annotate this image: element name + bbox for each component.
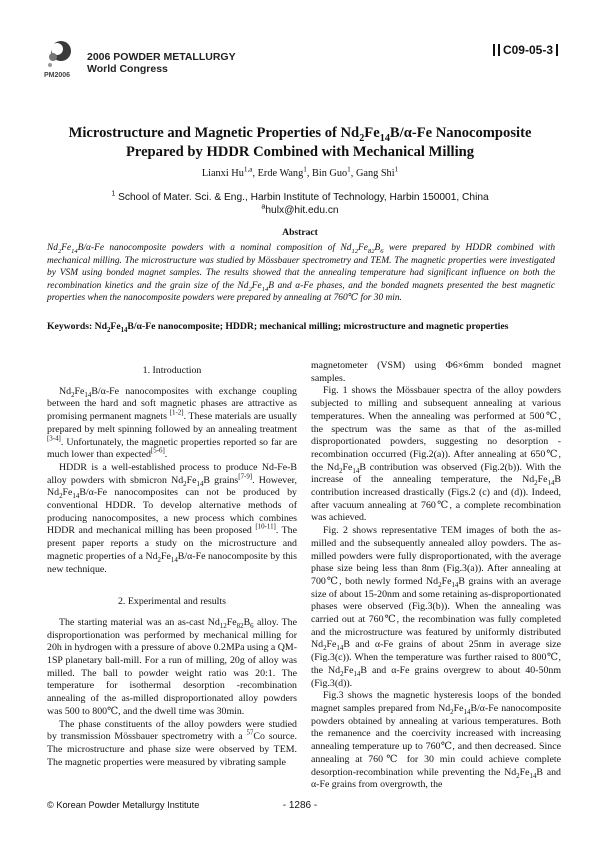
paragraph: Fig. 2 shows representative TEM images of both the as-milled and the subsequently annealed alloy powders. The as-milled powders were fully disproportionated, with the average phase size being less than 8nm (Fig.3(a)). After annealing at 700℃, both newly formed $Nd_2Fe_{14}B$ grains with an average size of about 15-20nm and some retaining as-disproportionated phases were observed (Fig.3(b)). When the annealing was carried out at 760℃, the recombination was fully completed and the microstructure was featured by uniformly distributed $Nd_2Fe_{14}B$ and α-Fe grains of about 25nm in average size (Fig.3(c)). When the temperature was further raised to 800℃, the $Nd_2Fe_{14}B$ and α-Fe grains overgrew to about 40-50nm (Fig.3(d)). [311, 525, 561, 689]
paragraph: Fig.3 shows the magnetic hysteresis loops of the bonded magnet samples prepared from $Nd_2Fe_{14}B/\alpha-Fe$ nanocomposite powders obtained by annealing at various temperatures. Both the remanence and the coercivity increased with increasing annealing temperature up to 760℃, and then decreased. Since annealing at 760℃ for 30 min could achieve complete desorption-recombination while preventing the $Nd_2Fe_{14}B$ and α-Fe grains from overgrowth, the [311, 690, 562, 791]
affiliation-text: School of Mater. Sci. & Eng., Harbin Institute of Technology, Harbin 150001, China [118, 192, 489, 203]
author: Bin Guo [311, 168, 348, 179]
title-line-2: Prepared by HDDR Combined with Mechanical Milling [125, 144, 475, 160]
paper-title [40, 124, 560, 162]
code-bar-icon [493, 44, 495, 56]
paragraph: $Nd_2Fe_{14}B/\alpha-Fe$ nanocomposites with exchange coupling between the hard and soft magnetic phases are attractive as promising permanent magnets [1-2]. These materials are usually prepared by melt spinning followed by an annealing treatment [3-4]. Unfortunately, the magnetic properties reported so far are much lower than expected[5-6]. [47, 385, 297, 461]
paragraph: magnetometer (VSM) using Φ6×6mm bonded magnet samples. [311, 360, 561, 384]
section-heading-introduction: 1. Introduction [142, 365, 202, 376]
event-name [87, 51, 236, 75]
keywords: Keywords: $Nd_2Fe_{14}B/\alpha-Fe$ nanocomposite; HDDR; mechanical milling; microstructure and magnetic properties [47, 321, 509, 334]
paragraph: Fig. 1 shows the Mössbauer spectra of the alloy powders subjected to milling and subsequent annealing at various temperatures. When the annealing was performed at 500℃, the spectrum was the same as that of the as-milled disproportionated powders, suggesting no desorption -recombination occurred (Fig.2(a)). After annealing at 650℃, the $Nd_2Fe_{14}B$ contribution was observed (Fig.2(b)). With the increase of the annealing temperature, the $Nd_2Fe_{14}B$ contribution increased drastically (Figs.2 (c) and (d)). Indeed, after vacuum annealing at 760℃, a complete recombination was achieved. [311, 385, 561, 524]
paragraph: HDDR is a well-established process to produce Nd-Fe-B alloy powders with sbmicron $Nd_2Fe_{14}B$ grains[7-9]. However, $Nd_2Fe_{14}B/\alpha-Fe$ nanocomposites can not be produced by conventional HDDR. To develop alternative methods of producing nanocomposites, a new process which combines HDDR and mechanical milling has been proposed [10-11]. The present paper reports a study on the microstructure and magnetic properties of a $Nd_2Fe_{14}B/\alpha-Fe$ nanocomposite by this new technique. [47, 461, 297, 575]
abstract-heading: Abstract [282, 227, 318, 238]
logo-label: PM2006 [44, 72, 71, 79]
abstract-body: $Nd_2Fe_{14}B/\alpha-Fe$ nanocomposite powders with a nominal composition of $Nd_{12}Fe_{82}B_6$ were prepared by HDDR combined with mechanical milling. The microstructure was studied by Mössbauer spectrometry and TEM. The magnetic properties were investigated by VSM using bonded magnet samples. The results showed that the annealing temperature had significant influence on both the recombination kinetics and the grain size of the $Nd_2Fe_{14}B$ and α-Fe phases, and the bonded magnets presented the best magnetic properties when the nanocomposite powders were prepared by annealing at 760℃ for 30 min. [47, 243, 556, 303]
copyright-notice: © Korean Powder Metallurgy Institute [47, 800, 200, 810]
paper-code-text: C09-05-3 [502, 43, 553, 57]
author-list: Lianxi Hu$^{1,a}$, Erde Wang$^1$, Bin Guo$^1$, Gang Shi$^1$ [201, 165, 399, 179]
email: hulx@hit.edu.cn [265, 205, 339, 216]
author: Gang Shi [355, 168, 395, 179]
page-number: - 1286 - [282, 800, 318, 811]
title-line-1: Microstructure and Magnetic Properties of $Nd_2Fe_{14}B/\alpha-Fe$ Nanocomposite [68, 125, 532, 144]
right-column [311, 360, 561, 792]
author: Erde Wang [257, 168, 304, 179]
keywords-label: Keywords: [47, 321, 93, 332]
paragraph: The starting material was an as-cast $Nd_{12}Fe_{82}B_6$ alloy. The disproportionation was performed by mechanical milling for 20h in hydrogen with a pressure of above 0.2MPa using a QM-1SP planetary ball-mill. For a run of milling, 20g of alloy was milled. The ball to powder weight ratio was 20:1. The temperature for isothermal desorption -recombination annealing of the as-milled disproportionated alloy powders was 500 to 800℃, and the dwell time was 30min. [47, 616, 298, 717]
author: Lianxi Hu [201, 168, 244, 179]
section-heading-experimental: 2. Experimental and results [117, 596, 227, 608]
left-column [47, 365, 297, 769]
paragraph: The phase constituents of the alloy powders were studied by transmission Mössbauer spectrometry with a $^{57}$Co source. The microstructure and phase size were observed by TEM. The magnetic properties were measured by vibrating sample [47, 718, 297, 768]
affiliation: $^1$ School of Mater. Sci. & Eng., Harbin Institute of Technology, Harbin 150001, China $^a$hulx@hit.edu.cn [111, 189, 489, 216]
code-bar-icon [498, 44, 500, 56]
paper-code [493, 43, 558, 57]
event-name-line2: World Congress [87, 63, 168, 75]
event-name-line1: 2006 POWDER METALLURGY [87, 51, 236, 63]
code-bar-icon [556, 44, 558, 56]
